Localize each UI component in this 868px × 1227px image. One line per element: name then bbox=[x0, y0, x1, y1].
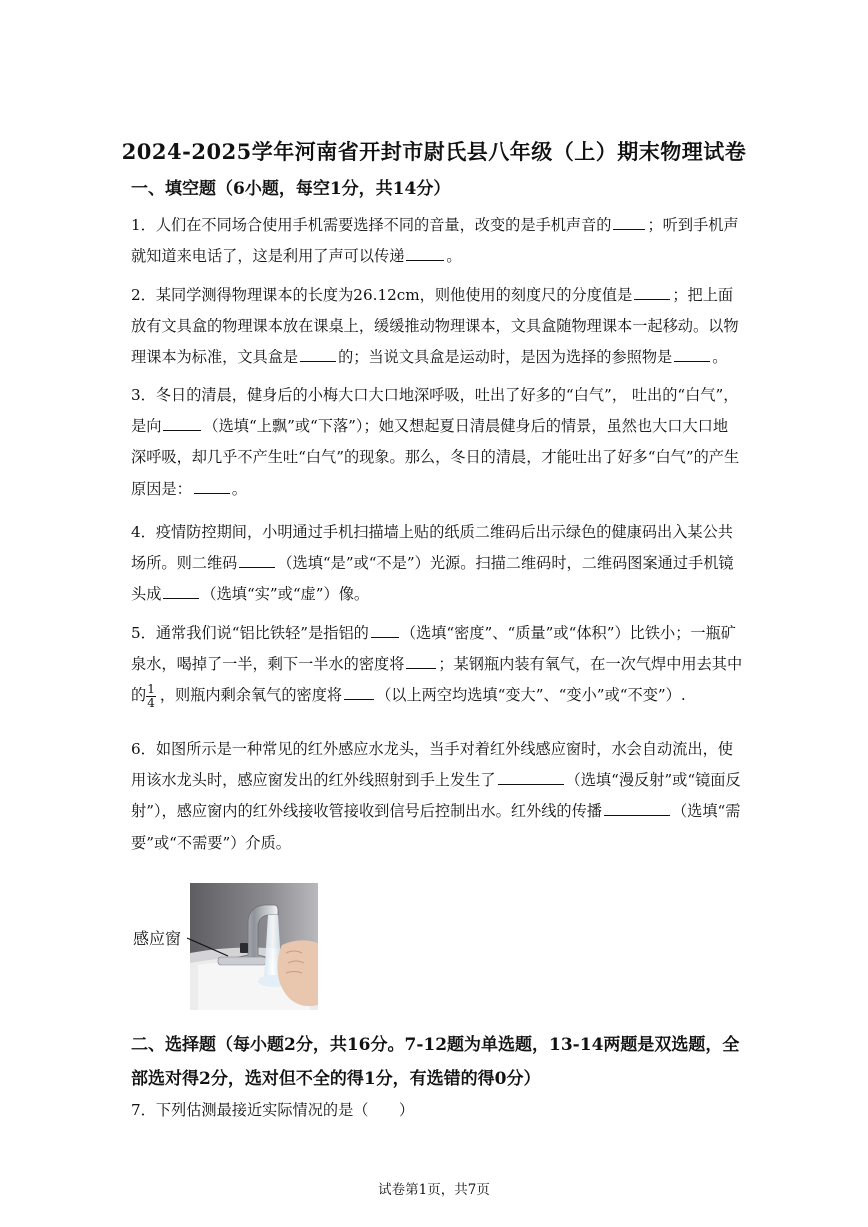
answer-blank bbox=[406, 653, 436, 669]
answer-blank bbox=[163, 415, 201, 431]
question-3-text-c: 。 bbox=[231, 479, 247, 498]
question-1-text-b: ；听到手机声就知道来电话了，这是利用了声可以传递 bbox=[131, 216, 739, 266]
answer-blank bbox=[194, 477, 230, 493]
answer-blank bbox=[604, 800, 670, 816]
question-5-text-c: ；某钢瓶内装有氧气，在一次气焊中用去其中的 bbox=[131, 655, 743, 705]
question-6-text-a: 6．如图所示是一种常见的红外感应水龙头，当手对着红外线感应窗时，水会自动流出，使用该水龙头时，感应窗发出的红外线照射到手上发生了 bbox=[131, 740, 733, 790]
question-4-text-c: （选填“实”或“虚”）像。 bbox=[201, 585, 370, 604]
answer-blank bbox=[613, 214, 645, 230]
sensor-window-label: 感应窗 bbox=[133, 929, 182, 948]
answer-blank bbox=[498, 769, 564, 785]
question-3-text-b: （选填“上飘”或“下落”）；她又想起夏日清晨健身后的情景，虽然也大口大口地深呼吸，却几乎不产生吐“白气”的现象。那么，冬日的清晨，才能吐出了好多“白气”的产生原因是： bbox=[131, 417, 740, 498]
question-5-text-e: （以上两空均选填“变大”、“变小”或“不变”）. bbox=[376, 686, 686, 705]
question-1-text-c: 。 bbox=[446, 247, 462, 266]
answer-blank bbox=[239, 552, 275, 568]
question-3 bbox=[131, 380, 743, 505]
question-6-text-c: （选填“需要”或“不需要”）介质。 bbox=[131, 802, 741, 852]
question-2-text-c: 的；当说文具盒是运动时，是因为选择的参照物是 bbox=[338, 348, 673, 367]
question-3-text-a: 3．冬日的清晨，健身后的小梅大口大口地深呼吸，吐出了好多的“白气”， 吐出的“白气”，是向 bbox=[131, 386, 739, 436]
question-4 bbox=[131, 517, 743, 611]
answer-blank bbox=[344, 684, 374, 700]
question-2 bbox=[131, 280, 743, 374]
page-title: 2024-2025学年河南省开封市尉氏县八年级（上）期末物理试卷 bbox=[121, 139, 747, 164]
fraction-one-quarter bbox=[146, 683, 156, 710]
question-7: 7．下列估测最接近实际情况的是（ ） bbox=[131, 1101, 415, 1119]
answer-blank bbox=[674, 346, 710, 362]
answer-blank bbox=[163, 583, 199, 599]
question-2-text-b: ；把上面放有文具盒的物理课本放在课桌上，缓缓推动物理课本，文具盒随物理课本一起移动。以物理课本为标准，文具盒是 bbox=[131, 286, 739, 367]
pointer-line bbox=[133, 880, 323, 1012]
answer-blank bbox=[634, 284, 670, 300]
question-1-text-a: 1．人们在不同场合使用手机需要选择不同的音量，改变的是手机声音的 bbox=[131, 216, 612, 234]
question-5-text-d: ，则瓶内剩余氧气的密度将 bbox=[159, 686, 343, 705]
page-footer: 试卷第1页，共7页 bbox=[378, 1182, 490, 1198]
question-2-text-d: 。 bbox=[712, 348, 728, 367]
answer-blank bbox=[406, 245, 444, 261]
question-5 bbox=[131, 618, 743, 712]
answer-blank bbox=[300, 346, 336, 362]
question-2-text-a: 2．某同学测得物理课本的长度为26.12cm，则他使用的刻度尺的分度值是 bbox=[131, 286, 633, 304]
question-5-text-a: 5．通常我们说“铝比铁轻”是指铝的 bbox=[131, 624, 369, 642]
question-5-text-b: （选填“密度”、“质量”或“体积”）比铁小；一瓶矿泉水，喝掉了一半，剩下一半水的密度将 bbox=[131, 624, 736, 674]
question-4-text-b: （选填“是”或“不是”）光源。扫描二维码时，二维码图案通过手机镜头成 bbox=[131, 554, 734, 604]
answer-blank bbox=[371, 622, 399, 638]
question-6 bbox=[131, 734, 743, 859]
section-heading-multiple-choice: 二、选择题（每小题2分，共16分。7-12题为单选题，13-14两题是双选题，全部选对得2分，选对但不全的得1分，有选错的得0分） bbox=[131, 1035, 740, 1089]
fraction-numerator: 1 bbox=[147, 681, 155, 696]
question-6-text-b: （选填“漫反射”或“镜面反射”），感应窗内的红外线接收管接收到信号后控制出水。红外线的传播 bbox=[131, 771, 741, 821]
faucet-figure bbox=[133, 880, 323, 1012]
section-heading-fill-in: 一、填空题（6小题，每空1分，共14分） bbox=[131, 179, 451, 199]
question-4-text-a: 4．疫情防控期间，小明通过手机扫描墙上贴的纸质二维码后出示绿色的健康码出入某公共场所。则二维码 bbox=[131, 523, 733, 573]
question-1 bbox=[131, 210, 743, 272]
fraction-denominator: 4 bbox=[147, 695, 155, 710]
